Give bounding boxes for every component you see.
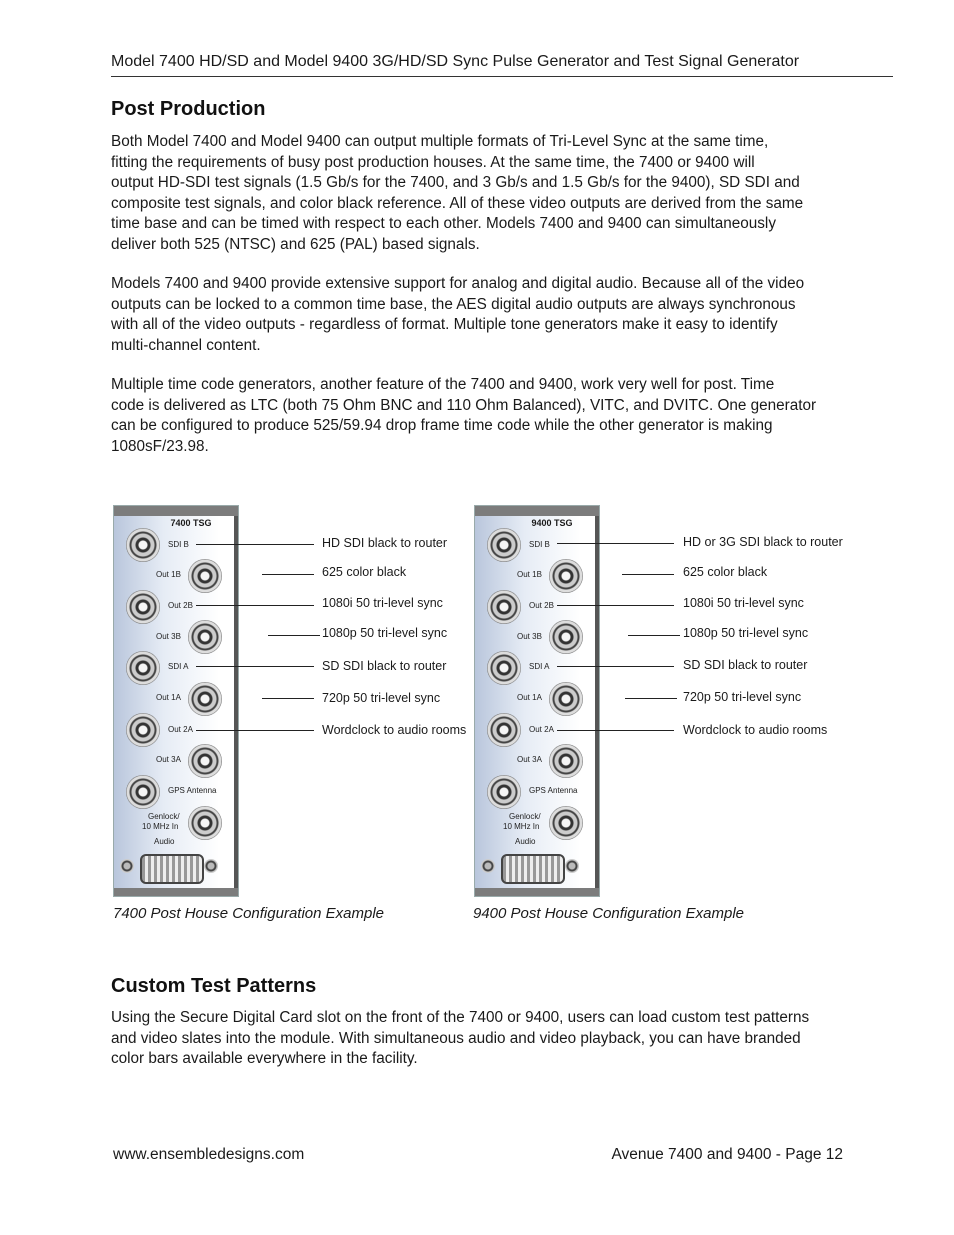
port-label: Audio (515, 837, 536, 846)
port-label: 10 MHz In (503, 822, 540, 831)
port-label: Genlock/ (148, 812, 180, 821)
port-label: Out 2A (529, 725, 554, 734)
screw-icon (565, 859, 579, 873)
callout-label: 625 color black (683, 565, 768, 579)
figure-caption: 9400 Post House Configuration Example (473, 905, 744, 922)
port-label: GPS Antenna (529, 786, 578, 795)
bnc-connector-icon (549, 559, 583, 593)
bnc-connector-icon (487, 651, 521, 685)
footer-page-number: Avenue 7400 and 9400 - Page 12 (611, 1146, 843, 1163)
screw-icon (481, 859, 495, 873)
port-label: Audio (154, 837, 175, 846)
port-label: Out 3A (156, 755, 181, 764)
callout-label: HD or 3G SDI black to router (683, 535, 843, 549)
bnc-connector-icon (487, 775, 521, 809)
bnc-connector-icon (126, 528, 160, 562)
panel-title: 9400 TSG (531, 518, 573, 528)
callout-label: 625 color black (322, 565, 407, 579)
custom-test-patterns-paragraph: Using the Secure Digital Card slot on the front of the 7400 or 9400, users can load custom test patterns and video slates into the module. With simultaneous audio and video playback, you can have branded color bars available everywhere in the facility. (111, 1009, 810, 1068)
callout-label: 1080p 50 tri-level sync (322, 626, 448, 640)
bnc-connector-icon (487, 590, 521, 624)
bnc-connector-icon (188, 744, 222, 778)
callout-label: 1080i 50 tri-level sync (322, 596, 443, 610)
post-production-paragraph-2: Models 7400 and 9400 provide extensive support for analog and digital audio. Because all of the video outputs can be locked to a common time base, the AES digital audio outputs are always synchronous with all of the video outputs - regardless of format. Multiple tone generators make it easy to identify multi-channel content. (111, 275, 805, 354)
port-label: SDI A (529, 662, 550, 671)
port-label: Genlock/ (509, 812, 541, 821)
bnc-connector-icon (188, 620, 222, 654)
running-header: Model 7400 HD/SD and Model 9400 3G/HD/SD Sync Pulse Generator and Test Signal Generator (111, 53, 800, 70)
callout-label: 720p 50 tri-level sync (683, 690, 802, 704)
bnc-connector-icon (487, 713, 521, 747)
callout-label: 1080i 50 tri-level sync (683, 596, 804, 610)
post-production-paragraph-3: Multiple time code generators, another feature of the 7400 and 9400, work very well for post. Time code is delivered as LTC (both 75 Ohm BNC and 110 Ohm Balanced), VITC, and DVITC. One generator can be configured to produce 525/59.94 drop frame time code while the other generator is making 1080sF/23.98. (111, 376, 817, 455)
custom-test-patterns-heading: Custom Test Patterns (111, 975, 317, 997)
footer-website: www.ensembledesigns.com (113, 1146, 305, 1163)
callout-label: HD SDI black to router (322, 536, 448, 550)
port-label: Out 1B (517, 570, 542, 579)
dsub-connector-icon (501, 854, 565, 884)
panel-7400-tsg (113, 505, 239, 897)
bnc-connector-icon (126, 651, 160, 685)
port-label: Out 1A (156, 693, 181, 702)
dsub-connector-icon (140, 854, 204, 884)
callout-label: 720p 50 tri-level sync (322, 691, 441, 705)
port-label: Out 1B (156, 570, 181, 579)
port-label: GPS Antenna (168, 786, 217, 795)
port-label: Out 2B (168, 601, 193, 610)
port-label: Out 2B (529, 601, 554, 610)
callout-label: SD SDI black to router (683, 658, 808, 672)
bnc-connector-icon (188, 682, 222, 716)
port-label: SDI B (529, 540, 550, 549)
bnc-connector-icon (487, 528, 521, 562)
bnc-connector-icon (126, 713, 160, 747)
port-label: SDI A (168, 662, 189, 671)
panel-9400-tsg (474, 505, 600, 897)
callout-label: Wordclock to audio rooms (322, 723, 467, 737)
bnc-connector-icon (549, 806, 583, 840)
callout-label: Wordclock to audio rooms (683, 723, 828, 737)
bnc-connector-icon (126, 775, 160, 809)
port-label: 10 MHz In (142, 822, 179, 831)
bnc-connector-icon (126, 590, 160, 624)
port-label: Out 2A (168, 725, 193, 734)
panel-title: 7400 TSG (170, 518, 212, 528)
screw-icon (120, 859, 134, 873)
port-label: Out 3B (517, 632, 542, 641)
port-label: SDI B (168, 540, 189, 549)
header-divider (111, 76, 893, 77)
bnc-connector-icon (188, 806, 222, 840)
bnc-connector-icon (188, 559, 222, 593)
callout-label: SD SDI black to router (322, 659, 447, 673)
bnc-connector-icon (549, 682, 583, 716)
post-production-heading: Post Production (111, 98, 266, 120)
port-label: Out 3A (517, 755, 542, 764)
figure-caption: 7400 Post House Configuration Example (113, 905, 384, 922)
port-label: Out 1A (517, 693, 542, 702)
bnc-connector-icon (549, 744, 583, 778)
post-production-paragraph-1: Both Model 7400 and Model 9400 can output multiple formats of Tri-Level Sync at the same time, fitting the requirements of busy post production houses. At the same time, the 7400 or 9400 will output HD-SDI test signals (1.5 Gb/s for the 7400, and 3 Gb/s and 1.5 Gb/s for the 9400), SD SDI and composite test signals, and color black reference. All of these video outputs are derived from the same time base and can be timed with respect to each other. Models 7400 and 9400 can simultaneously deliver both 525 (NTSC) and 625 (PAL) based signals. (111, 133, 804, 253)
screw-icon (204, 859, 218, 873)
callout-label: 1080p 50 tri-level sync (683, 626, 809, 640)
bnc-connector-icon (549, 620, 583, 654)
port-label: Out 3B (156, 632, 181, 641)
